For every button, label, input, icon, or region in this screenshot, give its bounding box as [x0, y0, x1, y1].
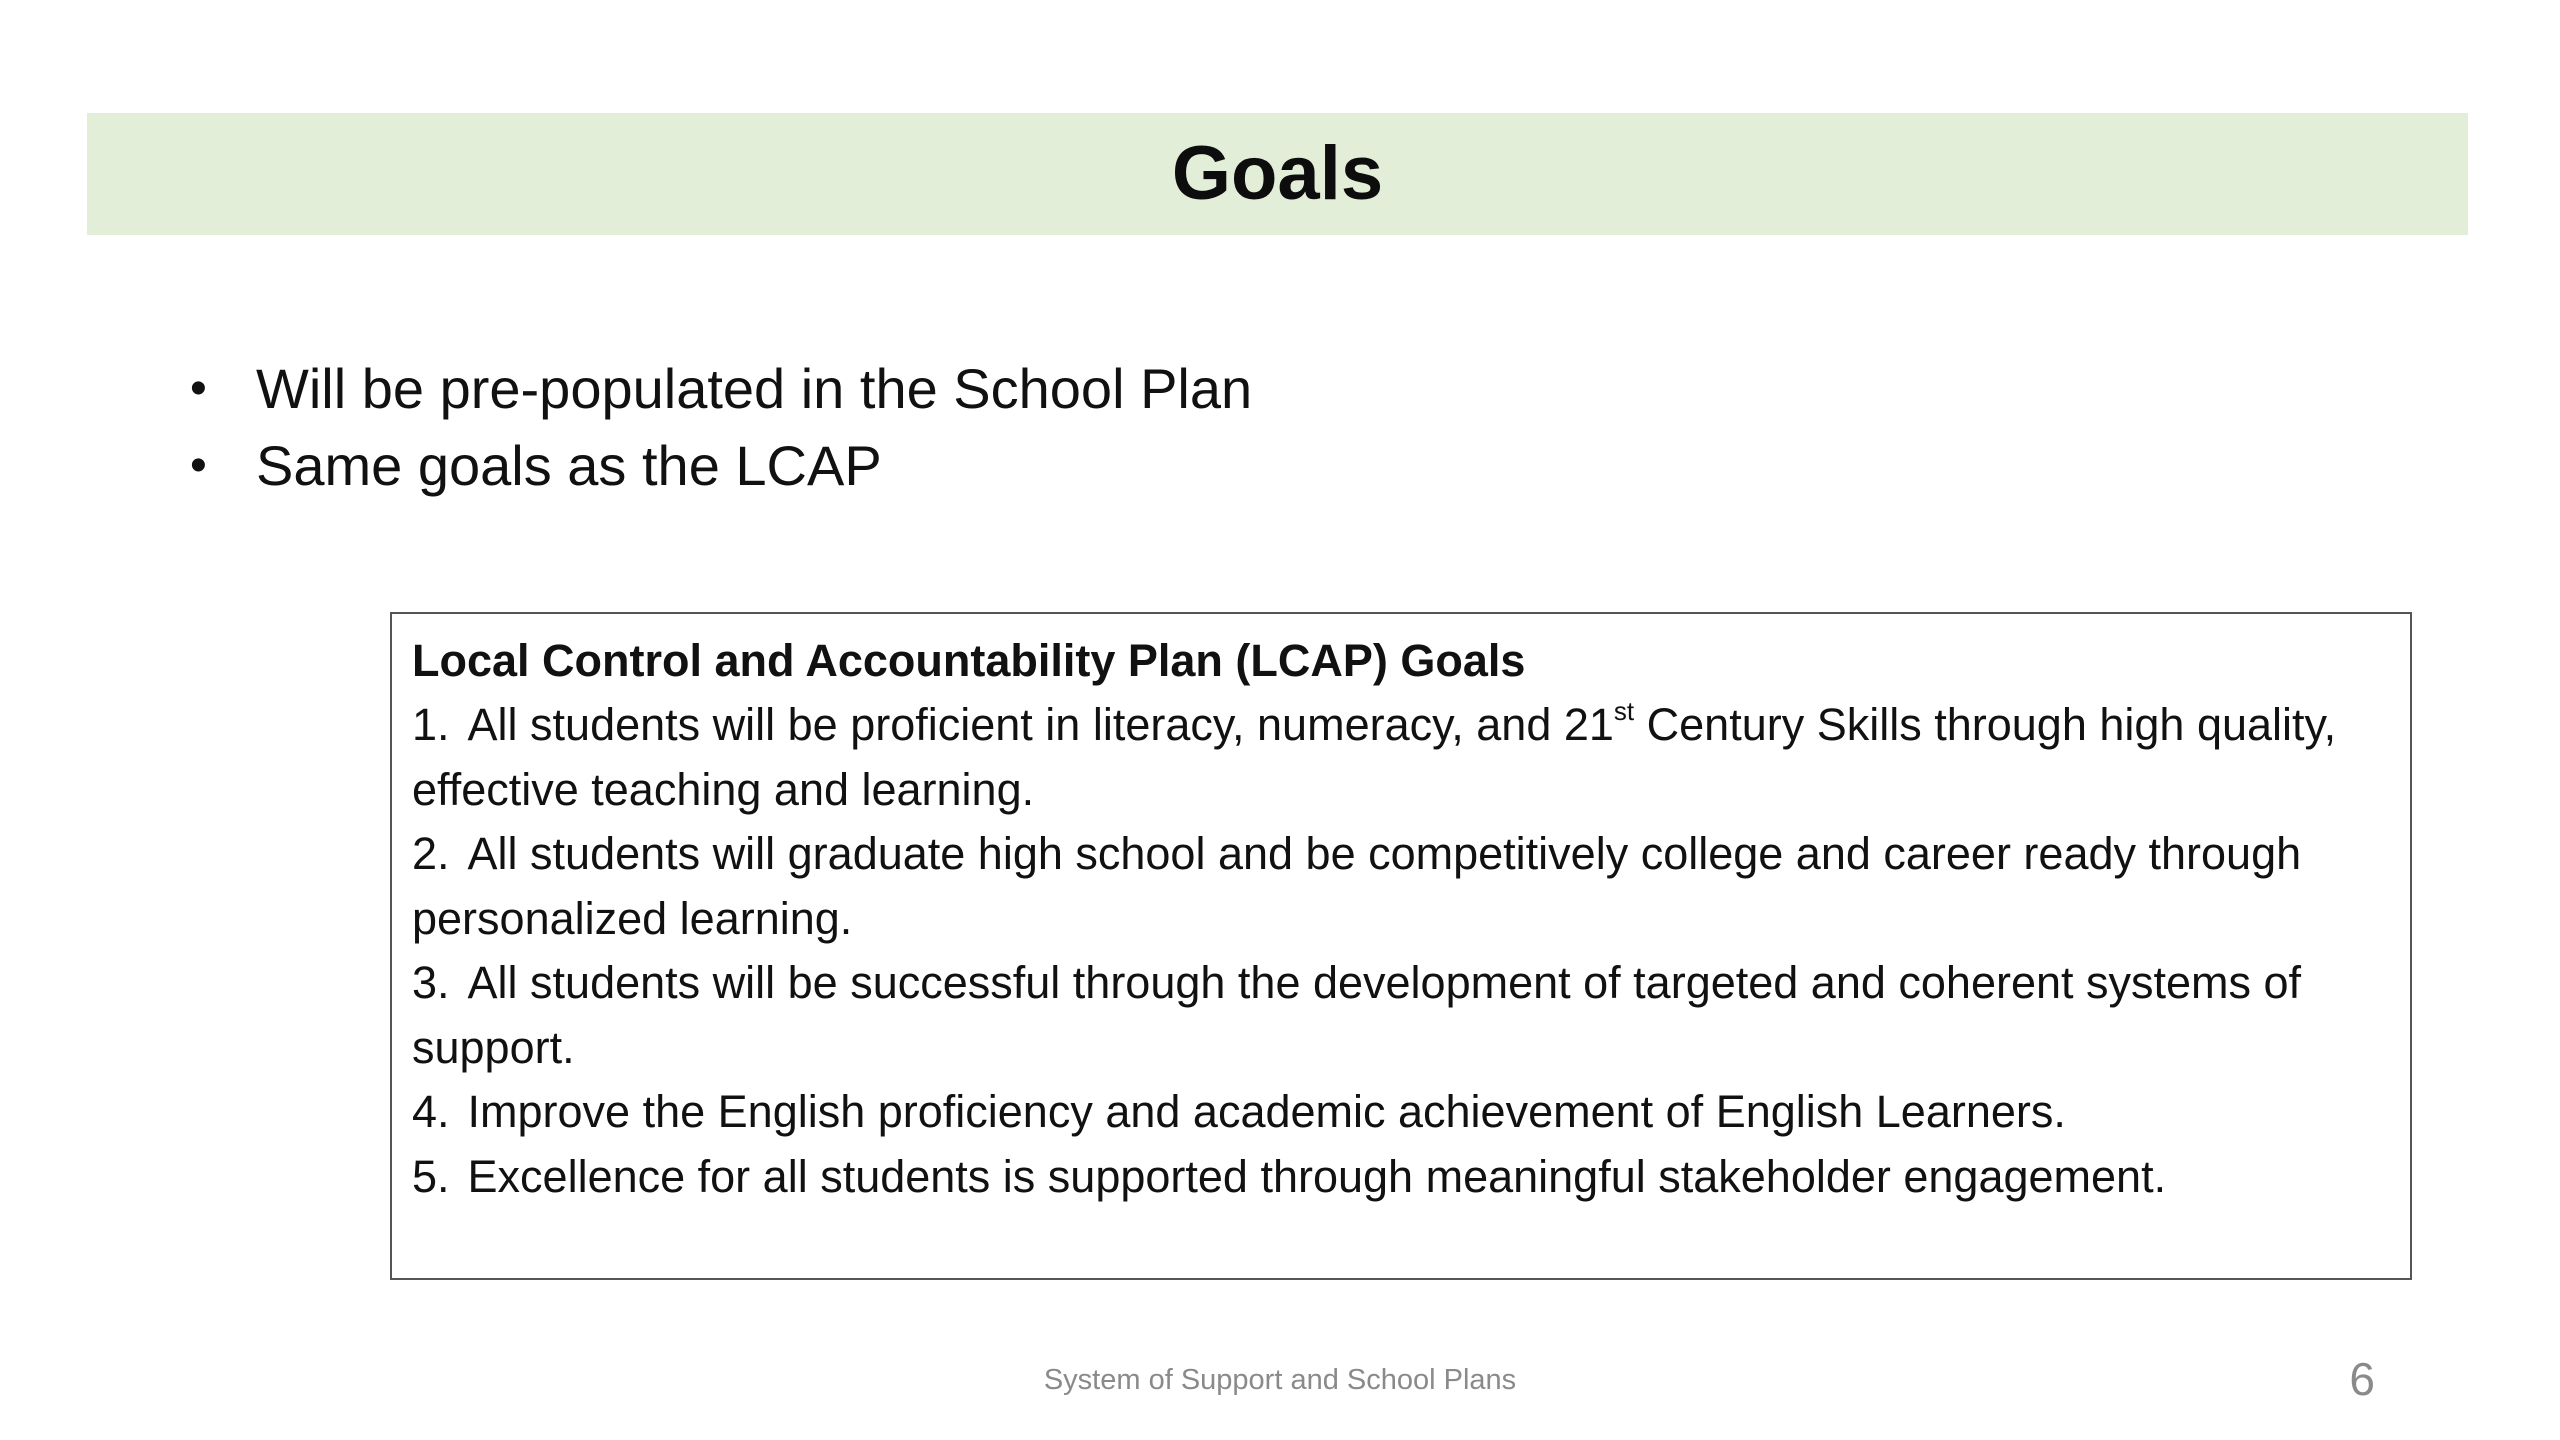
bullet-text: Same goals as the LCAP — [256, 434, 882, 497]
bullet-list — [190, 350, 1252, 504]
goal-text-part: All students will be proficient in literacy, numeracy, and 21 — [467, 699, 1614, 750]
goal-item-3 — [412, 951, 2392, 1080]
goal-item-5 — [412, 1145, 2392, 1210]
lcap-goals-box — [390, 612, 2412, 1280]
footer-text: System of Support and School Plans — [1043, 1364, 1517, 1396]
goal-item-4 — [412, 1080, 2392, 1145]
goal-text: Excellence for all students is supported through meaningful stakeholder engagement. — [467, 1150, 2167, 1202]
page-number: 6 — [2349, 1353, 2375, 1405]
bullet-item — [190, 350, 1252, 427]
bullet-item — [190, 427, 1252, 504]
bullet-dot-icon: • — [190, 362, 207, 415]
goal-number: 1. — [412, 699, 450, 750]
bullet-text: Will be pre-populated in the School Plan — [256, 357, 1253, 420]
goal-text: All students will be successful through the development of targeted and coherent systems of support. — [412, 957, 2302, 1073]
lcap-goals-heading: Local Control and Accountability Plan (LCAP) Goals — [412, 635, 1526, 686]
goal-item-1 — [412, 693, 2392, 822]
goal-item-2 — [412, 822, 2392, 951]
goal-number: 4. — [412, 1086, 450, 1137]
goal-number: 3. — [412, 957, 450, 1008]
goal-number: 2. — [412, 828, 450, 879]
goal-superscript: st — [1613, 696, 1635, 726]
goal-text-part: Century Skills through high quality, effective teaching and learning. — [412, 699, 2337, 815]
goal-text: Improve the English proficiency and academic achievement of English Learners. — [467, 1086, 2066, 1137]
goal-text: All students will graduate high school and be competitively college and career ready through personalized learning. — [412, 828, 2302, 944]
bullet-dot-icon: • — [190, 439, 207, 492]
goal-number: 5. — [412, 1150, 450, 1202]
slide-title: Goals — [1171, 131, 1384, 216]
title-band — [87, 113, 2468, 235]
